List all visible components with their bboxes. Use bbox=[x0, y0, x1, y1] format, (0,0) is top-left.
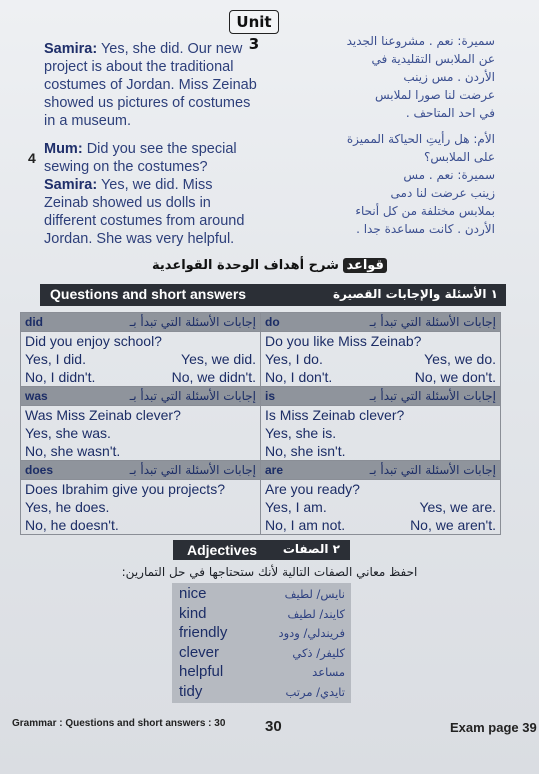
section-questions-title-ar: ١ الأسئلة والإجابات القصيرة bbox=[332, 287, 498, 301]
qa-header-ar: إجابات الأسئلة التي تبدأ بـ bbox=[369, 463, 496, 477]
adjective-en: nice bbox=[179, 585, 207, 602]
arabic-translation-line: الأردن . مس زينب bbox=[403, 70, 495, 84]
arabic-translation-line: الأردن . كانت مساعدة جدا . bbox=[356, 222, 495, 236]
qa-yes-answer: Yes, she is. bbox=[265, 425, 337, 441]
dialogue-line bbox=[44, 58, 257, 76]
arabic-translation-line: على الملابس؟ bbox=[423, 150, 495, 164]
questions-table bbox=[20, 312, 501, 535]
unit-label: Unit 3 bbox=[229, 10, 279, 34]
adjective-en: tidy bbox=[179, 682, 203, 700]
arabic-translation-line: الأم: هل رأيتِ الحياكة المميزة bbox=[346, 132, 495, 146]
qa-yes-answer: Yes, she was. bbox=[25, 425, 111, 441]
qa-question: Are you ready? bbox=[265, 481, 360, 497]
qa-yes-answer-plural: Yes, we did. bbox=[181, 351, 256, 367]
qa-question: Is Miss Zeinab clever? bbox=[265, 407, 405, 423]
qa-no-answer-plural: No, we didn't. bbox=[171, 369, 256, 385]
qa-header-keyword: did bbox=[25, 315, 43, 329]
adjective-ar: كايند/ لطيف bbox=[287, 606, 345, 621]
qa-header-ar: إجابات الأسئلة التي تبدأ بـ bbox=[369, 315, 496, 329]
qa-cell-right bbox=[261, 406, 501, 461]
qa-header-ar: إجابات الأسئلة التي تبدأ بـ bbox=[369, 389, 496, 403]
qa-no-answer: No, she isn't. bbox=[265, 443, 346, 459]
adjective-ar: تايدي/ مرتب bbox=[285, 684, 345, 699]
dialogue-text: showed us pictures of costumes bbox=[44, 95, 251, 111]
qa-question: Do you like Miss Zeinab? bbox=[265, 333, 422, 349]
dialogue-text: Yes, we did. Miss bbox=[97, 177, 213, 193]
qa-header-keyword: are bbox=[265, 463, 284, 477]
qa-cell-right bbox=[261, 480, 501, 535]
adjectives-list bbox=[172, 583, 351, 703]
dialogue-line bbox=[44, 94, 257, 112]
page-number: 30 bbox=[265, 718, 282, 735]
dialogue-line bbox=[44, 176, 244, 194]
adjective-ar: مساعد bbox=[312, 665, 345, 679]
adjective-ar: كليفر/ ذكي bbox=[292, 645, 345, 660]
dialogue-text: project is about the traditional bbox=[44, 59, 234, 75]
qa-header-right bbox=[261, 387, 501, 406]
speaker-name: Samira: bbox=[44, 177, 98, 193]
dialogue-text: different costumes from around bbox=[44, 213, 245, 229]
qa-no-answer: No, I didn't. bbox=[25, 369, 96, 385]
speaker-name: Samira: bbox=[44, 41, 98, 57]
qa-cell-left bbox=[21, 406, 261, 461]
dialogue-text: Did you see the special bbox=[82, 141, 237, 157]
qa-yes-answer-plural: Yes, we are. bbox=[419, 499, 496, 515]
dialogue-line bbox=[44, 212, 244, 230]
section-questions-band bbox=[40, 284, 506, 306]
samira-paragraph-1-en bbox=[44, 40, 257, 130]
line-number: 4 bbox=[28, 150, 36, 166]
qa-header-keyword: do bbox=[265, 315, 280, 329]
qa-header-keyword: was bbox=[25, 389, 48, 403]
dialogue-line bbox=[44, 194, 244, 212]
qa-header-keyword: is bbox=[265, 389, 276, 403]
section-adjectives-title: Adjectives bbox=[187, 542, 258, 558]
dialogue-text: in a museum. bbox=[44, 113, 132, 129]
qa-header-ar: إجابات الأسئلة التي تبدأ بـ bbox=[129, 389, 256, 403]
adjective-en: clever bbox=[179, 643, 220, 661]
qa-no-answer: No, he doesn't. bbox=[25, 517, 119, 533]
qa-yes-answer-plural: Yes, we do. bbox=[424, 351, 496, 367]
samira-paragraph-2-en bbox=[44, 176, 244, 248]
qa-no-answer: No, she wasn't. bbox=[25, 443, 121, 459]
dialogue-text: Yes, she did. Our new bbox=[97, 41, 243, 57]
footer-right: Exam page 39 bbox=[450, 720, 537, 735]
mum-paragraph-ar bbox=[347, 130, 495, 166]
dialogue-line bbox=[44, 230, 244, 248]
qa-header-ar: إجابات الأسئلة التي تبدأ بـ bbox=[129, 463, 256, 477]
dialogue-text: Zeinab showed us dolls in bbox=[44, 195, 211, 211]
dialogue-text: costumes of Jordan. Miss Zeinab bbox=[44, 77, 257, 93]
qa-header-right bbox=[261, 461, 501, 480]
arabic-translation-line: بملابس مختلفة من كل أنحاء bbox=[355, 204, 495, 218]
arabic-translation-line: زينب عرضت لنا دمى bbox=[390, 186, 495, 200]
qa-cell-right bbox=[261, 332, 501, 387]
samira-paragraph-1-ar bbox=[347, 32, 495, 122]
arabic-translation-line: في احد المتاحف . bbox=[405, 106, 495, 120]
arabic-translation-line: عرضت لنا صورا لملابس bbox=[374, 88, 495, 102]
qa-yes-answer: Yes, I did. bbox=[25, 351, 86, 367]
section-questions-title: Questions and short answers bbox=[50, 286, 247, 302]
qa-cell-left bbox=[21, 480, 261, 535]
adjective-en: helpful bbox=[179, 663, 224, 680]
adjective-row bbox=[172, 584, 351, 604]
arabic-translation-line: سميرة: نعم . مس bbox=[403, 168, 495, 182]
arabic-translation-line: عن الملابس التقليدية في bbox=[371, 52, 495, 66]
adjective-row bbox=[172, 662, 351, 682]
section-adjectives-title-ar: ٢ الصفات bbox=[282, 542, 340, 556]
qa-header-right bbox=[261, 313, 501, 332]
qa-header-keyword: does bbox=[25, 463, 54, 477]
speaker-name: Mum: bbox=[44, 141, 83, 157]
qa-question: Was Miss Zeinab clever? bbox=[25, 407, 181, 423]
dialogue-text: sewing on the costumes? bbox=[44, 159, 208, 175]
qa-question: Did you enjoy school? bbox=[25, 333, 162, 349]
adjectives-instruction: احفظ معاني الصفات التالية لأنك ستحتاجها في حل التمارين: bbox=[121, 565, 418, 579]
qa-cell-left bbox=[21, 332, 261, 387]
arabic-translation-line: سميرة: نعم . مشروعنا الجديد bbox=[346, 34, 495, 48]
adjective-ar: فريندلي/ ودود bbox=[278, 626, 345, 640]
dialogue-line bbox=[44, 140, 237, 158]
adjective-row bbox=[172, 643, 351, 663]
grammar-heading-text: شرح أهداف الوحدة القواعدية bbox=[152, 258, 344, 273]
qa-yes-answer: Yes, I do. bbox=[265, 351, 323, 367]
qa-header-left bbox=[21, 387, 261, 406]
mum-paragraph-en bbox=[44, 140, 237, 176]
qa-yes-answer: Yes, he does. bbox=[25, 499, 110, 515]
grammar-heading bbox=[0, 258, 539, 273]
qa-no-answer: No, I am not. bbox=[265, 517, 346, 533]
dialogue-line bbox=[44, 112, 257, 130]
qa-header-left bbox=[21, 461, 261, 480]
qa-no-answer: No, I don't. bbox=[265, 369, 333, 385]
dialogue-line bbox=[44, 158, 237, 176]
adjective-en: kind bbox=[179, 604, 207, 622]
adjective-ar: نايس/ لطيف bbox=[284, 587, 345, 601]
qa-no-answer-plural: No, we aren't. bbox=[410, 517, 496, 533]
samira-paragraph-2-ar bbox=[355, 166, 495, 238]
qa-header-left bbox=[21, 313, 261, 332]
qa-question: Does Ibrahim give you projects? bbox=[25, 481, 225, 497]
adjective-row bbox=[172, 682, 351, 702]
section-adjectives-band bbox=[173, 540, 350, 560]
adjective-en: friendly bbox=[179, 624, 228, 641]
grammar-tag: قواعد bbox=[343, 258, 387, 273]
dialogue-line bbox=[44, 40, 257, 58]
qa-no-answer-plural: No, we don't. bbox=[414, 369, 496, 385]
adjective-row bbox=[172, 623, 351, 643]
qa-header-ar: إجابات الأسئلة التي تبدأ بـ bbox=[129, 315, 256, 329]
qa-yes-answer: Yes, I am. bbox=[265, 499, 327, 515]
footer-left: Grammar : Questions and short answers : 30 bbox=[12, 718, 226, 729]
dialogue-text: Jordan. She was very helpful. bbox=[44, 231, 235, 247]
dialogue-line bbox=[44, 76, 257, 94]
adjective-row bbox=[172, 604, 351, 624]
